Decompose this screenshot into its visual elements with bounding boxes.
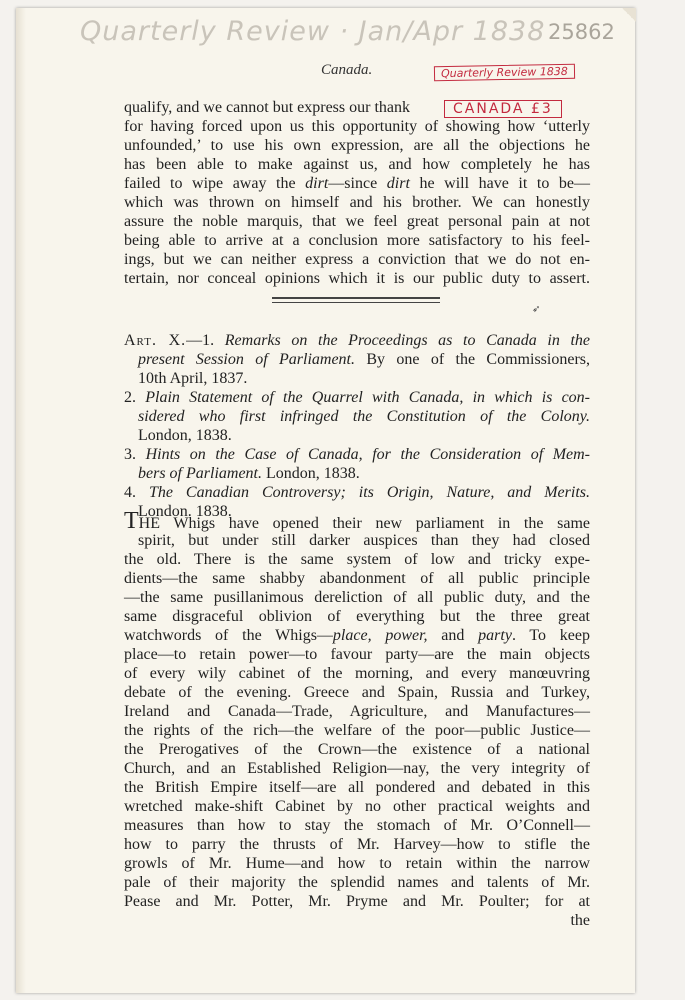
text-line: tertain, nor conceal opinions which it is our public duty to assert. [124, 270, 590, 287]
text-line: the rights of the rich—the welfare of the poor—public Justice— [124, 722, 590, 739]
text-line: failed to wipe away the dirt—since dirt he will have it to be— [124, 175, 591, 192]
text-line: of every wily cabinet of the morning, and every manœuvring [124, 665, 590, 682]
text-line: which was thrown on himself and his brother. We can honestly [124, 194, 590, 211]
reference-line: bers of Parliament. London, 1838. [138, 465, 360, 482]
catchword: the [570, 912, 590, 929]
text-line: has been able to make against us, and how completely he has [124, 156, 590, 173]
page-corner [622, 8, 636, 22]
pencil-annotation: Quarterly Review · Jan/Apr 1838 [80, 16, 546, 47]
reference-line: London, 1838. [138, 427, 232, 444]
drop-cap: T [124, 508, 139, 534]
text-line: the British Empire itself—are all pondered and debated in this [124, 779, 590, 796]
text-line: Pease and Mr. Potter, Mr. Pryme and Mr. Poulter; for at [124, 893, 590, 910]
text-line: wretched make-shift Cabinet by no other practical weights and [124, 798, 590, 815]
running-head: Canada. [321, 62, 373, 78]
text-line: THE Whigs have opened their new parliament in the same [124, 508, 590, 534]
text-line: spirit, but under still darker auspices than they had closed [138, 532, 590, 549]
reference-line: 4. The Canadian Controversy; its Origin, Nature, and Merits. [124, 484, 590, 501]
text-line: place—to retain power—to favour party—are the main objects [124, 646, 590, 663]
text-line: how to parry the thrusts of Mr. Harvey—how to stifle the [124, 836, 590, 853]
text-line: being able to arrive at a conclusion more satisfactory to his feel- [124, 232, 590, 249]
text-line: assure the noble marquis, that we feel great personal pain at not [124, 213, 590, 230]
text-line: ings, but we can neither express a conviction that we do not en- [124, 251, 590, 268]
text-line: dients—the same shabby abandonment of all public principle [124, 570, 590, 587]
text-line: Church, and an Established Religion—nay, the very integrity of [124, 760, 590, 777]
section-divider [272, 302, 440, 303]
reference-line: London. 1838. [138, 503, 232, 520]
reference-line: 10th April, 1837. [138, 370, 248, 387]
text-line: unfounded,’ to use his own expression, are all the objections he [124, 137, 590, 154]
text-line: growls of Mr. Hume—and how to retain within the narrow [124, 855, 590, 872]
section-divider [272, 297, 440, 299]
opening-paragraph [124, 98, 590, 288]
red-tag-label: CANADA £3 [444, 100, 562, 118]
reference-line: 3. Hints on the Case of Canada, for the Consideration of Mem- [124, 446, 591, 463]
reference-line: 2. Plain Statement of the Quarrel with Canada, in which is con- [124, 389, 591, 406]
pencil-number: 25862 [548, 20, 615, 44]
text-line: debate of the evening. Greece and Spain, Russia and Turkey, [124, 684, 590, 701]
article-references [124, 331, 590, 521]
text-line: qualify, and we cannot but express our thank [124, 99, 410, 116]
text-line: pale of their majority the splendid names and talents of Mr. [124, 874, 590, 891]
reference-line: sidered who first infringed the Constitution of the Colony. [138, 408, 590, 425]
text-line: watchwords of the Whigs—place, power, and party. To keep [124, 627, 591, 644]
text-line: for having forced upon us this opportunity of showing how ‘utterly [124, 118, 590, 135]
text-line: Ireland and Canada—Trade, Agriculture, and Manufactures— [124, 703, 590, 720]
text-line: the old. There is the same system of low and tricky expe- [124, 551, 590, 568]
text-line: measures than how to stay the stomach of Mr. O’Connell— [124, 817, 590, 834]
page-gutter [16, 8, 26, 993]
text-line: the Prerogatives of the Crown—the existence of a national [124, 741, 590, 758]
text-line: same disgraceful oblivion of everything but the three great [124, 608, 590, 625]
reference-line: Art. X.—1. Remarks on the Proceedings as to Canada in the [124, 332, 591, 349]
reference-line: present Session of Parliament. By one of the Commissioners, [138, 351, 590, 368]
text-line: —the same pusillanimous dereliction of all public duty, and the [124, 589, 590, 606]
printer-mark: ➶ [532, 304, 541, 315]
red-stamp: Quarterly Review 1838 [434, 64, 575, 81]
